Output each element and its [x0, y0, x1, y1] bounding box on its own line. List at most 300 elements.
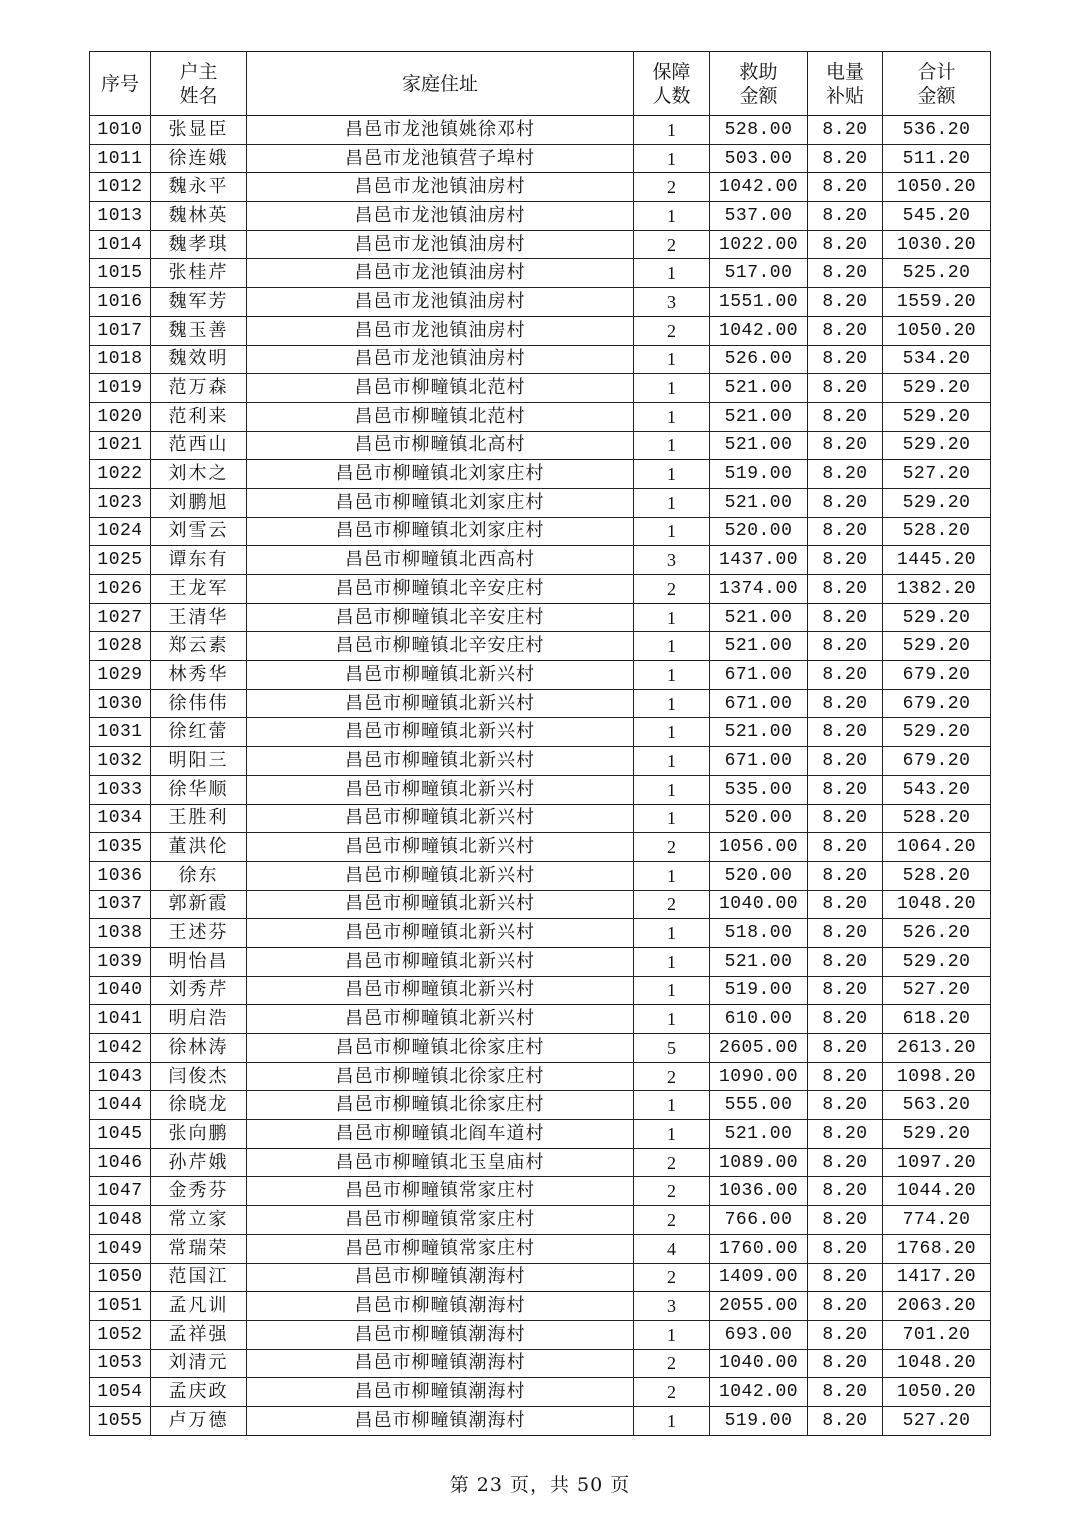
cell-home-address: 昌邑市柳疃镇北新兴村 [247, 861, 634, 890]
cell-covered-persons: 2 [634, 1148, 710, 1177]
cell-householder-name: 徐东 [151, 861, 247, 890]
cell-home-address: 昌邑市柳疃镇北徐家庄村 [247, 1062, 634, 1091]
cell-total-amount: 528.20 [883, 804, 991, 833]
table-row [90, 374, 991, 403]
cell-covered-persons: 3 [634, 1292, 710, 1321]
cell-electricity-subsidy: 8.20 [808, 861, 883, 890]
cell-householder-name: 魏林英 [151, 202, 247, 231]
cell-serial-no: 1011 [90, 144, 151, 173]
cell-total-amount: 679.20 [883, 689, 991, 718]
cell-total-amount: 1417.20 [883, 1263, 991, 1292]
cell-serial-no: 1024 [90, 517, 151, 546]
cell-serial-no: 1045 [90, 1120, 151, 1149]
table-row [90, 1120, 991, 1149]
cell-covered-persons: 2 [634, 575, 710, 604]
cell-relief-amount: 1042.00 [710, 173, 808, 202]
table-row [90, 1406, 991, 1435]
table-row [90, 259, 991, 288]
table-row [90, 517, 991, 546]
cell-covered-persons: 1 [634, 144, 710, 173]
cell-serial-no: 1017 [90, 316, 151, 345]
cell-relief-amount: 1374.00 [710, 575, 808, 604]
cell-serial-no: 1047 [90, 1177, 151, 1206]
header-total-amount [883, 52, 991, 116]
cell-relief-amount: 521.00 [710, 431, 808, 460]
cell-electricity-subsidy: 8.20 [808, 431, 883, 460]
cell-covered-persons: 1 [634, 431, 710, 460]
cell-electricity-subsidy: 8.20 [808, 1234, 883, 1263]
cell-electricity-subsidy: 8.20 [808, 833, 883, 862]
cell-home-address: 昌邑市柳疃镇北新兴村 [247, 976, 634, 1005]
cell-home-address: 昌邑市柳疃镇北辛安庄村 [247, 575, 634, 604]
cell-covered-persons: 3 [634, 546, 710, 575]
cell-householder-name: 郭新霞 [151, 890, 247, 919]
cell-householder-name: 常立家 [151, 1206, 247, 1235]
cell-total-amount: 1050.20 [883, 173, 991, 202]
cell-householder-name: 闫俊杰 [151, 1062, 247, 1091]
cell-total-amount: 527.20 [883, 1406, 991, 1435]
cell-householder-name: 明阳三 [151, 747, 247, 776]
cell-covered-persons: 1 [634, 861, 710, 890]
cell-serial-no: 1029 [90, 661, 151, 690]
cell-covered-persons: 1 [634, 259, 710, 288]
cell-serial-no: 1023 [90, 488, 151, 517]
cell-home-address: 昌邑市柳疃镇潮海村 [247, 1263, 634, 1292]
cell-relief-amount: 1090.00 [710, 1062, 808, 1091]
cell-relief-amount: 1437.00 [710, 546, 808, 575]
cell-serial-no: 1015 [90, 259, 151, 288]
cell-total-amount: 529.20 [883, 1120, 991, 1149]
cell-relief-amount: 519.00 [710, 976, 808, 1005]
cell-relief-amount: 671.00 [710, 747, 808, 776]
cell-home-address: 昌邑市柳疃镇北范村 [247, 374, 634, 403]
table-row [90, 833, 991, 862]
table-row [90, 1292, 991, 1321]
cell-serial-no: 1021 [90, 431, 151, 460]
cell-serial-no: 1027 [90, 603, 151, 632]
cell-home-address: 昌邑市柳疃镇北新兴村 [247, 947, 634, 976]
cell-electricity-subsidy: 8.20 [808, 689, 883, 718]
cell-total-amount: 2613.20 [883, 1034, 991, 1063]
table-row [90, 1005, 991, 1034]
cell-home-address: 昌邑市柳疃镇北新兴村 [247, 747, 634, 776]
cell-home-address: 昌邑市柳疃镇常家庄村 [247, 1206, 634, 1235]
cell-covered-persons: 2 [634, 1062, 710, 1091]
header-label: 金额 [739, 84, 778, 107]
cell-covered-persons: 1 [634, 1406, 710, 1435]
cell-householder-name: 徐红蕾 [151, 718, 247, 747]
cell-covered-persons: 4 [634, 1234, 710, 1263]
cell-electricity-subsidy: 8.20 [808, 1378, 883, 1407]
cell-home-address: 昌邑市龙池镇油房村 [247, 316, 634, 345]
header-label: 人数 [652, 84, 691, 107]
cell-covered-persons: 1 [634, 374, 710, 403]
cell-serial-no: 1032 [90, 747, 151, 776]
cell-covered-persons: 1 [634, 661, 710, 690]
cell-covered-persons: 1 [634, 1091, 710, 1120]
cell-serial-no: 1041 [90, 1005, 151, 1034]
cell-home-address: 昌邑市龙池镇油房村 [247, 202, 634, 231]
cell-householder-name: 郑云素 [151, 632, 247, 661]
cell-serial-no: 1012 [90, 173, 151, 202]
cell-relief-amount: 520.00 [710, 861, 808, 890]
cell-covered-persons: 1 [634, 488, 710, 517]
cell-covered-persons: 1 [634, 517, 710, 546]
cell-home-address: 昌邑市柳疃镇北辛安庄村 [247, 603, 634, 632]
cell-electricity-subsidy: 8.20 [808, 890, 883, 919]
cell-home-address: 昌邑市柳疃镇北阎车道村 [247, 1120, 634, 1149]
cell-home-address: 昌邑市柳疃镇北新兴村 [247, 718, 634, 747]
cell-covered-persons: 2 [634, 230, 710, 259]
cell-electricity-subsidy: 8.20 [808, 976, 883, 1005]
cell-covered-persons: 1 [634, 747, 710, 776]
table-row [90, 202, 991, 231]
cell-relief-amount: 671.00 [710, 689, 808, 718]
cell-total-amount: 1048.20 [883, 1349, 991, 1378]
cell-relief-amount: 671.00 [710, 661, 808, 690]
cell-electricity-subsidy: 8.20 [808, 1349, 883, 1378]
cell-total-amount: 534.20 [883, 345, 991, 374]
cell-serial-no: 1052 [90, 1320, 151, 1349]
header-relief-amount [710, 52, 808, 116]
cell-total-amount: 528.20 [883, 861, 991, 890]
cell-electricity-subsidy: 8.20 [808, 632, 883, 661]
cell-householder-name: 魏玉善 [151, 316, 247, 345]
cell-serial-no: 1037 [90, 890, 151, 919]
table-body [90, 116, 991, 1436]
cell-total-amount: 1044.20 [883, 1177, 991, 1206]
header-label: 合计 [917, 60, 956, 83]
cell-electricity-subsidy: 8.20 [808, 1034, 883, 1063]
header-serial-no [90, 52, 151, 116]
cell-serial-no: 1044 [90, 1091, 151, 1120]
cell-relief-amount: 2605.00 [710, 1034, 808, 1063]
cell-householder-name: 王龙军 [151, 575, 247, 604]
cell-serial-no: 1026 [90, 575, 151, 604]
cell-electricity-subsidy: 8.20 [808, 488, 883, 517]
header-label: 姓名 [179, 84, 218, 107]
cell-total-amount: 527.20 [883, 460, 991, 489]
header-label: 金额 [917, 84, 956, 107]
cell-total-amount: 527.20 [883, 976, 991, 1005]
cell-householder-name: 孟凡训 [151, 1292, 247, 1321]
table-row [90, 316, 991, 345]
table-row [90, 1263, 991, 1292]
cell-home-address: 昌邑市柳疃镇常家庄村 [247, 1234, 634, 1263]
cell-electricity-subsidy: 8.20 [808, 1292, 883, 1321]
cell-electricity-subsidy: 8.20 [808, 230, 883, 259]
cell-householder-name: 刘清元 [151, 1349, 247, 1378]
table-row [90, 775, 991, 804]
table-row [90, 1034, 991, 1063]
cell-total-amount: 529.20 [883, 603, 991, 632]
cell-householder-name: 魏效明 [151, 345, 247, 374]
table-row [90, 288, 991, 317]
cell-serial-no: 1055 [90, 1406, 151, 1435]
cell-total-amount: 1050.20 [883, 1378, 991, 1407]
header-householder-name [151, 52, 247, 116]
cell-householder-name: 张显臣 [151, 116, 247, 145]
cell-householder-name: 徐林涛 [151, 1034, 247, 1063]
cell-home-address: 昌邑市柳疃镇潮海村 [247, 1320, 634, 1349]
cell-covered-persons: 1 [634, 775, 710, 804]
cell-covered-persons: 2 [634, 1378, 710, 1407]
table-row [90, 861, 991, 890]
cell-relief-amount: 1760.00 [710, 1234, 808, 1263]
cell-relief-amount: 521.00 [710, 947, 808, 976]
header-label: 补贴 [825, 84, 864, 107]
cell-relief-amount: 521.00 [710, 718, 808, 747]
table-row [90, 661, 991, 690]
cell-relief-amount: 526.00 [710, 345, 808, 374]
cell-relief-amount: 521.00 [710, 374, 808, 403]
cell-covered-persons: 1 [634, 1320, 710, 1349]
cell-serial-no: 1022 [90, 460, 151, 489]
cell-relief-amount: 535.00 [710, 775, 808, 804]
cell-total-amount: 529.20 [883, 402, 991, 431]
cell-electricity-subsidy: 8.20 [808, 1148, 883, 1177]
cell-home-address: 昌邑市龙池镇油房村 [247, 230, 634, 259]
cell-home-address: 昌邑市柳疃镇北新兴村 [247, 689, 634, 718]
cell-electricity-subsidy: 8.20 [808, 947, 883, 976]
table-row [90, 1206, 991, 1235]
cell-home-address: 昌邑市柳疃镇北刘家庄村 [247, 488, 634, 517]
cell-serial-no: 1043 [90, 1062, 151, 1091]
cell-householder-name: 王述芬 [151, 919, 247, 948]
table-row [90, 1091, 991, 1120]
cell-electricity-subsidy: 8.20 [808, 517, 883, 546]
cell-electricity-subsidy: 8.20 [808, 575, 883, 604]
header-row [90, 52, 991, 116]
table-row [90, 718, 991, 747]
cell-serial-no: 1039 [90, 947, 151, 976]
cell-electricity-subsidy: 8.20 [808, 144, 883, 173]
cell-serial-no: 1054 [90, 1378, 151, 1407]
cell-electricity-subsidy: 8.20 [808, 1005, 883, 1034]
cell-covered-persons: 2 [634, 1206, 710, 1235]
cell-home-address: 昌邑市龙池镇油房村 [247, 173, 634, 202]
cell-relief-amount: 1040.00 [710, 890, 808, 919]
cell-covered-persons: 1 [634, 689, 710, 718]
cell-electricity-subsidy: 8.20 [808, 173, 883, 202]
cell-total-amount: 528.20 [883, 517, 991, 546]
cell-relief-amount: 1056.00 [710, 833, 808, 862]
cell-serial-no: 1033 [90, 775, 151, 804]
cell-covered-persons: 1 [634, 345, 710, 374]
cell-householder-name: 卢万德 [151, 1406, 247, 1435]
cell-relief-amount: 766.00 [710, 1206, 808, 1235]
cell-relief-amount: 555.00 [710, 1091, 808, 1120]
cell-total-amount: 618.20 [883, 1005, 991, 1034]
cell-householder-name: 常瑞荣 [151, 1234, 247, 1263]
table-row [90, 747, 991, 776]
cell-total-amount: 529.20 [883, 488, 991, 517]
cell-householder-name: 魏军芳 [151, 288, 247, 317]
cell-householder-name: 张桂芹 [151, 259, 247, 288]
cell-householder-name: 董洪伦 [151, 833, 247, 862]
cell-electricity-subsidy: 8.20 [808, 402, 883, 431]
cell-serial-no: 1053 [90, 1349, 151, 1378]
cell-total-amount: 563.20 [883, 1091, 991, 1120]
cell-total-amount: 529.20 [883, 718, 991, 747]
cell-home-address: 昌邑市柳疃镇北新兴村 [247, 919, 634, 948]
cell-home-address: 昌邑市柳疃镇潮海村 [247, 1349, 634, 1378]
cell-covered-persons: 1 [634, 919, 710, 948]
cell-total-amount: 1559.20 [883, 288, 991, 317]
cell-total-amount: 2063.20 [883, 1292, 991, 1321]
cell-serial-no: 1028 [90, 632, 151, 661]
cell-electricity-subsidy: 8.20 [808, 1177, 883, 1206]
cell-relief-amount: 693.00 [710, 1320, 808, 1349]
cell-relief-amount: 519.00 [710, 1406, 808, 1435]
cell-home-address: 昌邑市柳疃镇常家庄村 [247, 1177, 634, 1206]
cell-serial-no: 1038 [90, 919, 151, 948]
cell-home-address: 昌邑市柳疃镇潮海村 [247, 1378, 634, 1407]
cell-covered-persons: 2 [634, 173, 710, 202]
cell-serial-no: 1019 [90, 374, 151, 403]
cell-householder-name: 范万森 [151, 374, 247, 403]
cell-householder-name: 王胜利 [151, 804, 247, 833]
cell-total-amount: 525.20 [883, 259, 991, 288]
cell-serial-no: 1042 [90, 1034, 151, 1063]
cell-householder-name: 刘雪云 [151, 517, 247, 546]
cell-covered-persons: 2 [634, 316, 710, 345]
cell-home-address: 昌邑市柳疃镇北玉皇庙村 [247, 1148, 634, 1177]
cell-covered-persons: 2 [634, 1349, 710, 1378]
cell-covered-persons: 2 [634, 890, 710, 919]
cell-householder-name: 魏永平 [151, 173, 247, 202]
header-label: 电量 [825, 60, 864, 83]
cell-covered-persons: 2 [634, 833, 710, 862]
cell-home-address: 昌邑市柳疃镇北新兴村 [247, 833, 634, 862]
cell-electricity-subsidy: 8.20 [808, 316, 883, 345]
cell-covered-persons: 2 [634, 1263, 710, 1292]
cell-householder-name: 王清华 [151, 603, 247, 632]
cell-total-amount: 679.20 [883, 661, 991, 690]
cell-total-amount: 536.20 [883, 116, 991, 145]
header-home-address [247, 52, 634, 116]
cell-householder-name: 张向鹏 [151, 1120, 247, 1149]
table-row [90, 1349, 991, 1378]
cell-relief-amount: 1089.00 [710, 1148, 808, 1177]
cell-total-amount: 529.20 [883, 947, 991, 976]
cell-serial-no: 1048 [90, 1206, 151, 1235]
cell-relief-amount: 520.00 [710, 517, 808, 546]
cell-covered-persons: 1 [634, 804, 710, 833]
cell-serial-no: 1025 [90, 546, 151, 575]
table-row [90, 1148, 991, 1177]
cell-total-amount: 1382.20 [883, 575, 991, 604]
cell-home-address: 昌邑市柳疃镇北新兴村 [247, 804, 634, 833]
cell-covered-persons: 1 [634, 947, 710, 976]
cell-electricity-subsidy: 8.20 [808, 1406, 883, 1435]
cell-relief-amount: 1042.00 [710, 1378, 808, 1407]
cell-electricity-subsidy: 8.20 [808, 259, 883, 288]
cell-covered-persons: 1 [634, 1120, 710, 1149]
cell-electricity-subsidy: 8.20 [808, 718, 883, 747]
cell-total-amount: 543.20 [883, 775, 991, 804]
header-label: 救助 [739, 60, 778, 83]
cell-home-address: 昌邑市柳疃镇北徐家庄村 [247, 1034, 634, 1063]
cell-serial-no: 1051 [90, 1292, 151, 1321]
cell-serial-no: 1034 [90, 804, 151, 833]
cell-householder-name: 林秀华 [151, 661, 247, 690]
cell-home-address: 昌邑市龙池镇油房村 [247, 259, 634, 288]
cell-relief-amount: 518.00 [710, 919, 808, 948]
table-row [90, 546, 991, 575]
table-row [90, 1378, 991, 1407]
cell-serial-no: 1036 [90, 861, 151, 890]
cell-covered-persons: 1 [634, 603, 710, 632]
cell-total-amount: 1064.20 [883, 833, 991, 862]
cell-home-address: 昌邑市柳疃镇北高村 [247, 431, 634, 460]
cell-covered-persons: 3 [634, 288, 710, 317]
cell-total-amount: 511.20 [883, 144, 991, 173]
cell-covered-persons: 5 [634, 1034, 710, 1063]
cell-electricity-subsidy: 8.20 [808, 345, 883, 374]
cell-home-address: 昌邑市柳疃镇潮海村 [247, 1292, 634, 1321]
cell-relief-amount: 610.00 [710, 1005, 808, 1034]
relief-table [89, 51, 991, 1436]
cell-electricity-subsidy: 8.20 [808, 804, 883, 833]
cell-relief-amount: 528.00 [710, 116, 808, 145]
cell-householder-name: 徐伟伟 [151, 689, 247, 718]
cell-total-amount: 701.20 [883, 1320, 991, 1349]
header-electricity-subsidy [808, 52, 883, 116]
cell-electricity-subsidy: 8.20 [808, 288, 883, 317]
cell-householder-name: 明怡昌 [151, 947, 247, 976]
table-row [90, 230, 991, 259]
table-row [90, 144, 991, 173]
cell-electricity-subsidy: 8.20 [808, 374, 883, 403]
table-row [90, 1234, 991, 1263]
cell-relief-amount: 521.00 [710, 1120, 808, 1149]
cell-relief-amount: 521.00 [710, 402, 808, 431]
cell-total-amount: 1445.20 [883, 546, 991, 575]
cell-householder-name: 刘鹏旭 [151, 488, 247, 517]
cell-electricity-subsidy: 8.20 [808, 1206, 883, 1235]
cell-householder-name: 徐华顺 [151, 775, 247, 804]
table-row [90, 488, 991, 517]
cell-total-amount: 529.20 [883, 431, 991, 460]
cell-home-address: 昌邑市柳疃镇北新兴村 [247, 1005, 634, 1034]
cell-relief-amount: 503.00 [710, 144, 808, 173]
cell-serial-no: 1031 [90, 718, 151, 747]
cell-electricity-subsidy: 8.20 [808, 1062, 883, 1091]
cell-serial-no: 1049 [90, 1234, 151, 1263]
cell-relief-amount: 1551.00 [710, 288, 808, 317]
cell-serial-no: 1040 [90, 976, 151, 1005]
cell-total-amount: 545.20 [883, 202, 991, 231]
cell-covered-persons: 1 [634, 402, 710, 431]
table-row [90, 632, 991, 661]
table-row [90, 402, 991, 431]
table-row [90, 431, 991, 460]
cell-home-address: 昌邑市柳疃镇北刘家庄村 [247, 517, 634, 546]
cell-home-address: 昌邑市龙池镇营子埠村 [247, 144, 634, 173]
cell-total-amount: 1030.20 [883, 230, 991, 259]
cell-serial-no: 1013 [90, 202, 151, 231]
table-row [90, 919, 991, 948]
cell-serial-no: 1035 [90, 833, 151, 862]
cell-home-address: 昌邑市柳疃镇北刘家庄村 [247, 460, 634, 489]
cell-householder-name: 孙芹娥 [151, 1148, 247, 1177]
cell-home-address: 昌邑市柳疃镇北西高村 [247, 546, 634, 575]
cell-home-address: 昌邑市柳疃镇北范村 [247, 402, 634, 431]
cell-home-address: 昌邑市柳疃镇潮海村 [247, 1406, 634, 1435]
cell-relief-amount: 521.00 [710, 603, 808, 632]
cell-electricity-subsidy: 8.20 [808, 1263, 883, 1292]
